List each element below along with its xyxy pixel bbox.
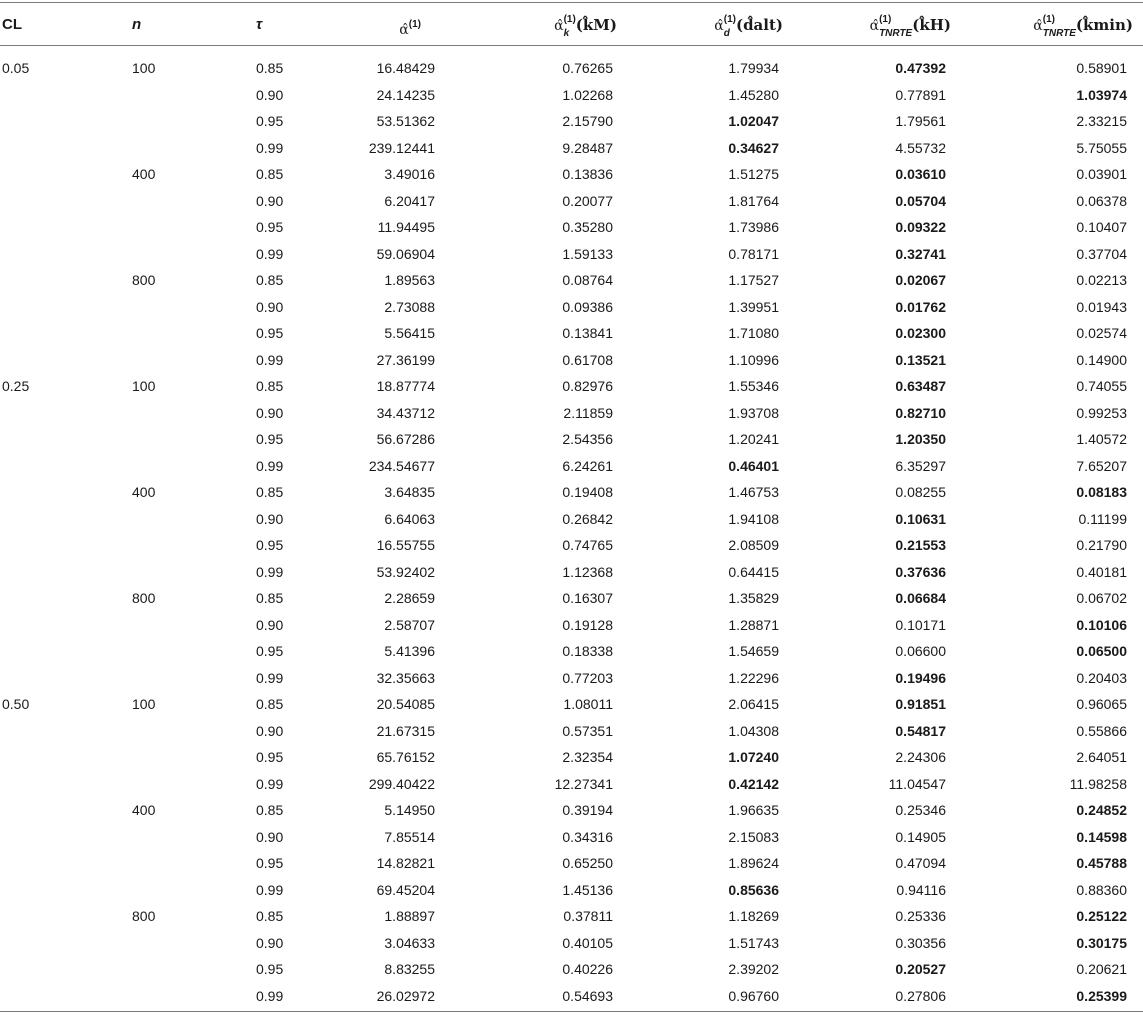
cell-value: 0.21790 [1076,537,1127,553]
cell-value: 0.03901 [1076,166,1127,182]
alpha-symbol: α̂ [714,18,724,34]
cell-value: 0.78171 [728,245,779,262]
cell-value: 2.15083 [728,828,779,845]
cell-value: 0.40181 [1076,563,1127,580]
cell-value: 0.25122 [1076,908,1127,924]
cell-value: 6.24261 [562,457,613,474]
cell-n: 400 [132,484,156,500]
cell-value: 4.55732 [895,139,946,156]
cell-value: 0.02300 [895,325,946,341]
cell-value: 1.20350 [895,431,946,447]
cell-value: 9.28487 [562,139,613,156]
cell-value: 0.58901 [1076,60,1127,76]
cell-value: 0.91851 [895,696,946,712]
cell-value: 0.08255 [895,484,946,500]
cell-tau: 0.95 [256,325,284,341]
cell-tau: 0.99 [256,881,284,898]
cell-value: 2.08509 [728,537,779,553]
cell-value: 1.73986 [728,219,779,235]
cell-value: 0.20077 [562,192,613,209]
table-row [0,55,1143,81]
table-row [0,214,1143,240]
cell-value: 12.27341 [554,775,613,792]
cell-n: 800 [132,590,156,606]
cell-value: 2.39202 [728,961,779,977]
cell-value: 1.02047 [728,113,779,129]
cell-tau: 0.95 [256,113,284,129]
cell-value: 1.96635 [728,802,779,818]
cell-value: 65.76152 [376,749,435,765]
table-row [0,506,1143,532]
cell-value: 0.06600 [895,643,946,659]
table-row [0,585,1143,611]
cell-value: 8.83255 [384,961,435,977]
cell-value: 0.13521 [895,351,946,368]
cell-tau: 0.95 [256,219,284,235]
cell-tau: 0.90 [256,616,284,633]
cell-value: 0.14905 [895,828,946,845]
cell-value: 1.18269 [728,908,779,924]
cell-value: 1.17527 [728,272,779,288]
cell-value: 3.04633 [384,934,435,951]
cell-value: 0.77891 [895,86,946,103]
cell-value: 0.01943 [1076,298,1127,315]
table-row [0,877,1143,903]
cell-value: 1.71080 [728,325,779,341]
cell-value: 0.99253 [1076,404,1127,421]
cell-value: 0.61708 [562,351,613,368]
cell-value: 0.64415 [728,563,779,580]
cell-tau: 0.90 [256,934,284,951]
cell-value: 0.19496 [895,669,946,686]
cell-value: 0.85636 [728,881,779,898]
cell-value: 1.08011 [563,696,613,712]
header-rule [0,45,1143,46]
table-row [0,771,1143,797]
cell-value: 1.55346 [728,378,779,394]
table-row [0,267,1143,293]
table-row [0,559,1143,585]
cell-value: 1.28871 [728,616,779,633]
cell-value: 1.40572 [1076,431,1127,447]
cell-value: 1.04308 [728,722,779,739]
cell-value: 0.82710 [895,404,946,421]
table-row [0,426,1143,452]
cell-tau: 0.90 [256,722,284,739]
cell-value: 0.10106 [1076,616,1127,633]
table-row [0,638,1143,664]
table-row [0,453,1143,479]
cell-value: 0.25399 [1076,987,1127,1004]
cell-tau: 0.90 [256,828,284,845]
cell-value: 2.54356 [562,431,613,447]
header-n: n [132,16,142,33]
cell-value: 1.89563 [384,272,435,288]
alpha-symbol: α̂ [1033,18,1043,34]
cell-value: 2.32354 [562,749,613,765]
header-cl: CL [2,16,22,33]
cell-cl: 0.50 [2,696,30,712]
cell-tau: 0.99 [256,669,284,686]
cell-value: 18.87774 [376,378,435,394]
cell-value: 2.33215 [1076,113,1127,129]
cell-tau: 0.85 [256,696,284,712]
cell-value: 7.85514 [384,828,435,845]
cell-value: 2.73088 [384,298,435,315]
header-alpha-d [714,12,783,38]
cell-value: 1.07240 [728,749,779,765]
cell-value: 0.34316 [562,828,613,845]
cell-tau: 0.99 [256,351,284,368]
alpha-symbol: α̂ [869,18,880,34]
table-row [0,824,1143,850]
table-row [0,188,1143,214]
cell-value: 0.10631 [895,510,946,527]
cell-value: 0.37704 [1076,245,1127,262]
cell-value: 5.41396 [384,643,435,659]
cell-value: 1.10996 [728,351,779,368]
table-row [0,135,1143,161]
cell-value: 0.77203 [562,669,613,686]
cell-value: 239.12441 [368,139,435,156]
cell-value: 1.20241 [728,431,779,447]
cell-value: 0.02574 [1076,325,1127,341]
cell-value: 1.79561 [895,113,946,129]
table-row [0,691,1143,717]
cell-value: 0.74765 [562,537,613,553]
cell-value: 0.02067 [895,272,946,288]
cell-value: 0.09322 [895,219,946,235]
table-row [0,347,1143,373]
cell-value: 0.42142 [728,775,779,792]
cell-value: 0.55866 [1076,722,1127,739]
cell-cl: 0.25 [2,378,30,394]
cell-value: 0.57351 [562,722,613,739]
cell-value: 0.24852 [1076,802,1127,818]
cell-n: 400 [132,802,156,818]
cell-value: 2.64051 [1076,749,1127,765]
argument-kH: (k̂H) [912,16,951,34]
table-row [0,320,1143,346]
cell-value: 1.51743 [728,934,779,951]
header-alpha-tnrte-kh [870,12,951,38]
cell-tau: 0.85 [256,272,284,288]
cell-value: 1.81764 [728,192,779,209]
cell-tau: 0.95 [256,431,284,447]
cell-tau: 0.95 [256,643,284,659]
bottom-rule [0,1011,1143,1012]
cell-tau: 0.95 [256,749,284,765]
cell-value: 0.05704 [895,192,946,209]
cell-value: 0.34627 [728,139,779,156]
cell-value: 0.39194 [562,802,613,818]
cell-value: 5.56415 [384,325,435,341]
table-row [0,241,1143,267]
cell-tau: 0.95 [256,961,284,977]
table-row [0,294,1143,320]
cell-value: 0.35280 [562,219,613,235]
cell-value: 69.45204 [376,881,435,898]
table-row [0,797,1143,823]
cell-value: 0.96760 [728,987,779,1004]
cell-value: 0.08183 [1076,484,1127,500]
cell-value: 1.12368 [562,563,613,580]
cell-value: 1.79934 [728,60,779,76]
cell-value: 7.65207 [1076,457,1127,474]
cell-value: 0.65250 [562,855,613,871]
cell-value: 56.67286 [376,431,435,447]
header-alpha-k [554,12,617,38]
cell-value: 59.06904 [376,245,435,262]
cell-value: 0.54817 [895,722,946,739]
cell-value: 0.19408 [562,484,613,500]
subscript-tnrte: TNRTE [879,28,913,39]
cell-value: 2.24306 [895,749,946,765]
cell-tau: 0.90 [256,404,284,421]
cell-n: 800 [132,272,156,288]
cell-value: 32.35663 [376,669,435,686]
cell-value: 53.51362 [376,113,435,129]
header-row [0,12,1143,38]
cell-value: 0.25336 [895,908,946,924]
table-row [0,82,1143,108]
argument-kM: (k̂M) [575,16,617,34]
cell-value: 21.67315 [376,722,435,739]
cell-value: 0.01762 [895,298,946,315]
table-row [0,612,1143,638]
cell-value: 1.03974 [1076,86,1127,103]
cell-value: 0.14598 [1076,828,1127,845]
table-row [0,718,1143,744]
cell-value: 0.13836 [562,166,613,182]
cell-value: 1.02268 [562,86,613,103]
cell-value: 0.11199 [1078,510,1127,527]
cell-tau: 0.95 [256,537,284,553]
cell-value: 0.14900 [1076,351,1127,368]
cell-value: 0.06702 [1076,590,1127,606]
cell-value: 0.06684 [895,590,946,606]
cell-value: 5.75055 [1076,139,1127,156]
table-row [0,479,1143,505]
cell-value: 0.37811 [563,908,613,924]
cell-value: 27.36199 [376,351,435,368]
cell-value: 0.47392 [895,60,946,76]
cell-value: 1.88897 [384,908,435,924]
cell-value: 0.03610 [895,166,946,182]
table-row [0,930,1143,956]
cell-value: 11.04547 [888,775,946,792]
alpha-symbol: α̂ [399,22,409,38]
cell-value: 1.59133 [562,245,613,262]
cell-value: 16.55755 [376,537,435,553]
cell-value: 1.89624 [728,855,779,871]
cell-value: 11.94495 [377,219,435,235]
table-row [0,400,1143,426]
superscript-1: (1) [723,14,736,25]
cell-n: 100 [132,696,156,712]
cell-value: 0.25346 [895,802,946,818]
cell-value: 1.45136 [562,881,613,898]
table-row [0,850,1143,876]
cell-tau: 0.99 [256,457,284,474]
cell-value: 0.74055 [1076,378,1127,394]
cell-value: 2.15790 [562,113,613,129]
top-rule [0,2,1143,3]
cell-tau: 0.99 [256,139,284,156]
cell-tau: 0.99 [256,987,284,1004]
cell-value: 0.63487 [895,378,946,394]
cell-value: 6.64063 [384,510,435,527]
cell-value: 0.18338 [562,643,613,659]
cell-value: 14.82821 [376,855,435,871]
cell-value: 11.98258 [1069,775,1127,792]
header-alpha-hat [399,12,421,38]
cell-value: 3.64835 [384,484,435,500]
cell-value: 0.37636 [895,563,946,580]
cell-value: 0.94116 [896,881,946,898]
cell-value: 0.40105 [562,934,613,951]
cell-tau: 0.85 [256,378,284,394]
cell-value: 2.58707 [384,616,435,633]
cell-value: 53.92402 [376,563,435,580]
alpha-symbol: α̂ [554,18,564,34]
cell-value: 1.39951 [728,298,779,315]
cell-value: 1.94108 [728,510,779,527]
cell-value: 0.20527 [895,961,946,977]
cell-tau: 0.99 [256,563,284,580]
cell-value: 1.46753 [728,484,779,500]
cell-value: 0.27806 [895,987,946,1004]
cell-value: 0.82976 [562,378,613,394]
argument-kmin: (k̂min) [1075,16,1133,34]
cell-value: 299.40422 [368,775,435,792]
cell-value: 6.20417 [384,192,435,209]
cell-n: 100 [132,60,156,76]
cell-value: 6.35297 [895,457,946,474]
argument-dalt: (d̂alt) [735,16,783,34]
cell-value: 0.76265 [562,60,613,76]
cell-tau: 0.90 [256,298,284,315]
cell-value: 0.20621 [1076,961,1127,977]
cell-value: 0.20403 [1076,669,1127,686]
cell-value: 0.19128 [562,616,613,633]
cell-value: 0.26842 [562,510,613,527]
table-row [0,373,1143,399]
cell-value: 0.10171 [895,616,946,633]
cell-tau: 0.85 [256,60,284,76]
subscript-tnrte: TNRTE [1042,28,1076,39]
cell-tau: 0.90 [256,192,284,209]
cell-value: 1.54659 [728,643,779,659]
cell-tau: 0.85 [256,802,284,818]
cell-value: 24.14235 [376,86,435,103]
cell-tau: 0.90 [256,510,284,527]
cell-value: 1.35829 [728,590,779,606]
cell-value: 0.02213 [1076,272,1127,288]
cell-tau: 0.85 [256,590,284,606]
cell-value: 0.10407 [1076,219,1127,235]
table-row [0,161,1143,187]
table-row [0,744,1143,770]
cell-value: 2.11859 [563,404,613,421]
cell-value: 0.06378 [1076,192,1127,209]
superscript-1: (1) [408,19,421,30]
table-row [0,532,1143,558]
superscript-1: (1) [879,14,892,25]
table-row [0,903,1143,929]
cell-value: 0.08764 [562,272,613,288]
cell-value: 0.09386 [562,298,613,315]
cell-tau: 0.95 [256,855,284,871]
table-row [0,108,1143,134]
cell-value: 0.45788 [1076,855,1127,871]
superscript-1: (1) [563,14,576,25]
subscript-d: d [723,28,730,39]
cell-tau: 0.99 [256,775,284,792]
cell-tau: 0.85 [256,166,284,182]
cell-value: 1.45280 [728,86,779,103]
cell-value: 3.49016 [384,166,435,182]
superscript-1: (1) [1042,14,1055,25]
cell-value: 16.48429 [376,60,435,76]
cell-value: 2.28659 [384,590,435,606]
cell-value: 0.46401 [728,457,779,474]
cell-value: 0.54693 [562,987,613,1004]
cell-value: 5.14950 [384,802,435,818]
cell-value: 1.51275 [728,166,779,182]
cell-value: 20.54085 [376,696,435,712]
cell-tau: 0.90 [256,86,284,103]
cell-value: 0.06500 [1076,643,1127,659]
cell-value: 26.02972 [376,987,435,1004]
cell-value: 0.30356 [895,934,946,951]
cell-value: 0.32741 [895,245,946,262]
cell-value: 34.43712 [376,404,435,421]
cell-n: 800 [132,908,156,924]
cell-cl: 0.05 [2,60,30,76]
cell-value: 0.96065 [1076,696,1127,712]
cell-n: 400 [132,166,156,182]
cell-value: 0.30175 [1076,934,1127,951]
cell-value: 0.40226 [562,961,613,977]
table-row [0,665,1143,691]
cell-value: 1.93708 [728,404,779,421]
cell-value: 0.13841 [562,325,613,341]
cell-value: 0.21553 [895,537,946,553]
header-alpha-tnrte-kmin [1033,12,1133,38]
cell-value: 234.54677 [368,457,435,474]
cell-value: 0.88360 [1076,881,1127,898]
subscript-k: k [563,28,570,39]
header-tau: τ [256,16,263,33]
cell-value: 0.16307 [562,590,613,606]
cell-value: 2.06415 [728,696,779,712]
table-row [0,956,1143,982]
cell-value: 0.47094 [895,855,946,871]
cell-n: 100 [132,378,156,394]
cell-tau: 0.85 [256,484,284,500]
cell-value: 1.22296 [728,669,779,686]
cell-tau: 0.99 [256,245,284,262]
table-row [0,983,1143,1009]
cell-tau: 0.85 [256,908,284,924]
